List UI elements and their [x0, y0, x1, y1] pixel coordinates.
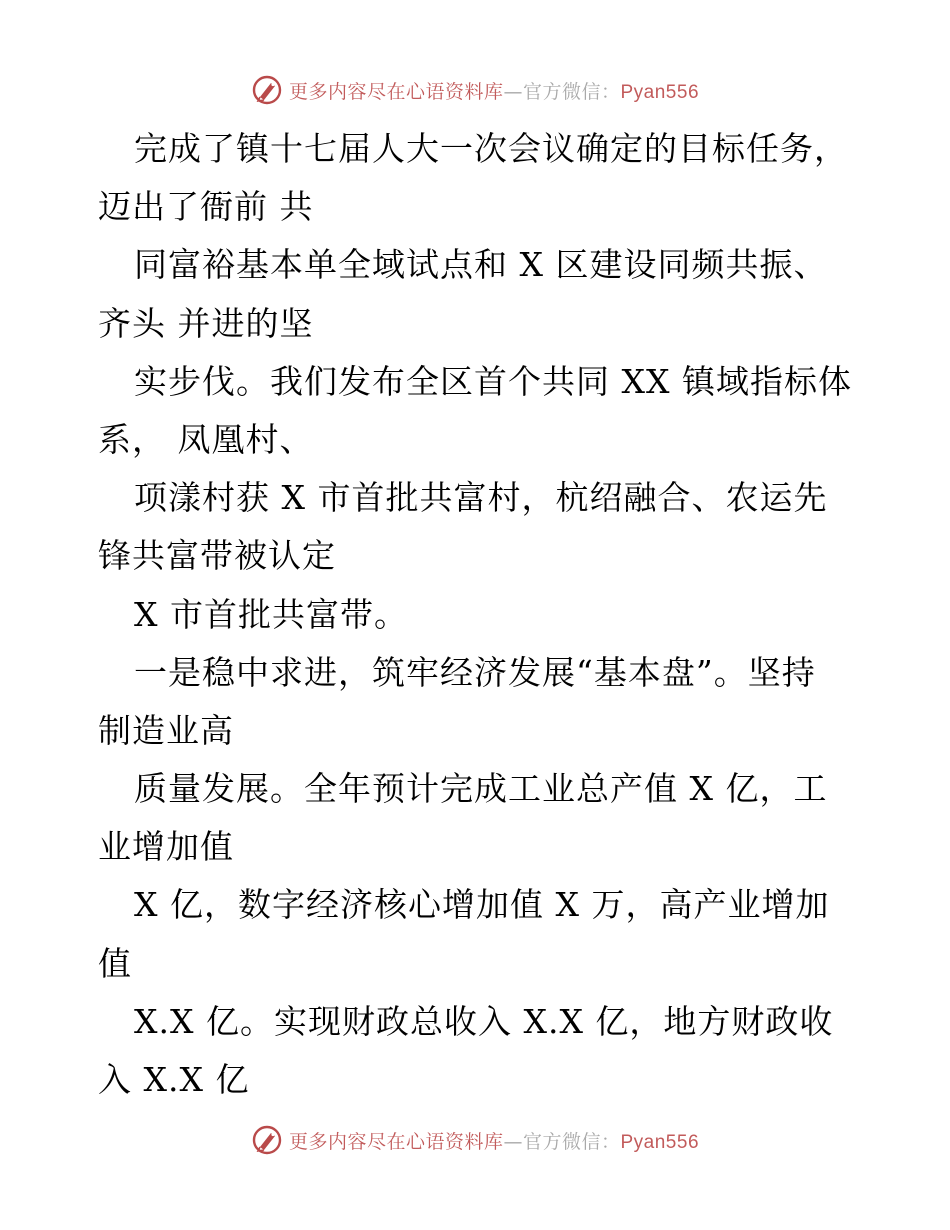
- text-line: 质量发展。全年预计完成工业总产值 X 亿，工: [134, 769, 828, 809]
- watermark-site: 更多内容尽在心语资料库: [288, 1130, 504, 1153]
- watermark-contact-label: 官方微信：: [522, 80, 621, 103]
- text-line: 完成了镇十七届人大一次会议确定的目标任务，: [134, 129, 848, 168]
- text-line: 项漾村获 X 市首批共富村，杭绍融合、农运先: [134, 478, 828, 518]
- footer-watermark: [0, 1120, 950, 1160]
- text-line: X.X 亿。实现财政总收入 X.X 亿，地方财政收: [134, 1001, 834, 1041]
- watermark-text: [289, 1127, 699, 1154]
- pen-logo-icon: [251, 1124, 283, 1156]
- text-line: 齐头 并进的坚: [98, 303, 314, 343]
- text-line: 同富裕基本单全域试点和 X 区建设同频共振、: [134, 245, 828, 285]
- watermark-contact-id: Pyan556: [620, 81, 700, 103]
- watermark-text: [289, 77, 699, 104]
- watermark-contact-id: Pyan556: [620, 1131, 700, 1153]
- text-line: 值: [98, 943, 132, 983]
- pen-logo-icon: [251, 74, 283, 106]
- text-line: 系， 凤凰村、: [98, 419, 314, 459]
- watermark-contact-label: 官方微信：: [522, 1130, 621, 1153]
- watermark-site: 更多内容尽在心语资料库: [288, 80, 504, 103]
- text-line: 迈出了衙前 共: [98, 187, 314, 227]
- watermark-separator: —: [503, 1130, 523, 1153]
- text-line: X 亿，数字经济核心增加值 X 万，高产业增加: [134, 885, 830, 925]
- text-line: 制造业高: [98, 710, 234, 750]
- text-line: X 市首批共富带。: [134, 594, 408, 634]
- text-line: 入 X.X 亿: [98, 1060, 250, 1099]
- watermark-separator: —: [503, 80, 523, 103]
- text-line: 业增加值: [98, 827, 234, 867]
- header-watermark: [0, 70, 950, 110]
- text-line: 实步伐。我们发布全区首个共同 XX 镇域指标体: [134, 361, 852, 401]
- text-line: 一是稳中求进，筑牢经济发展“基本盘”。坚持: [134, 652, 816, 692]
- text-line: 锋共富带被认定: [98, 536, 336, 576]
- body-text: [98, 120, 878, 1109]
